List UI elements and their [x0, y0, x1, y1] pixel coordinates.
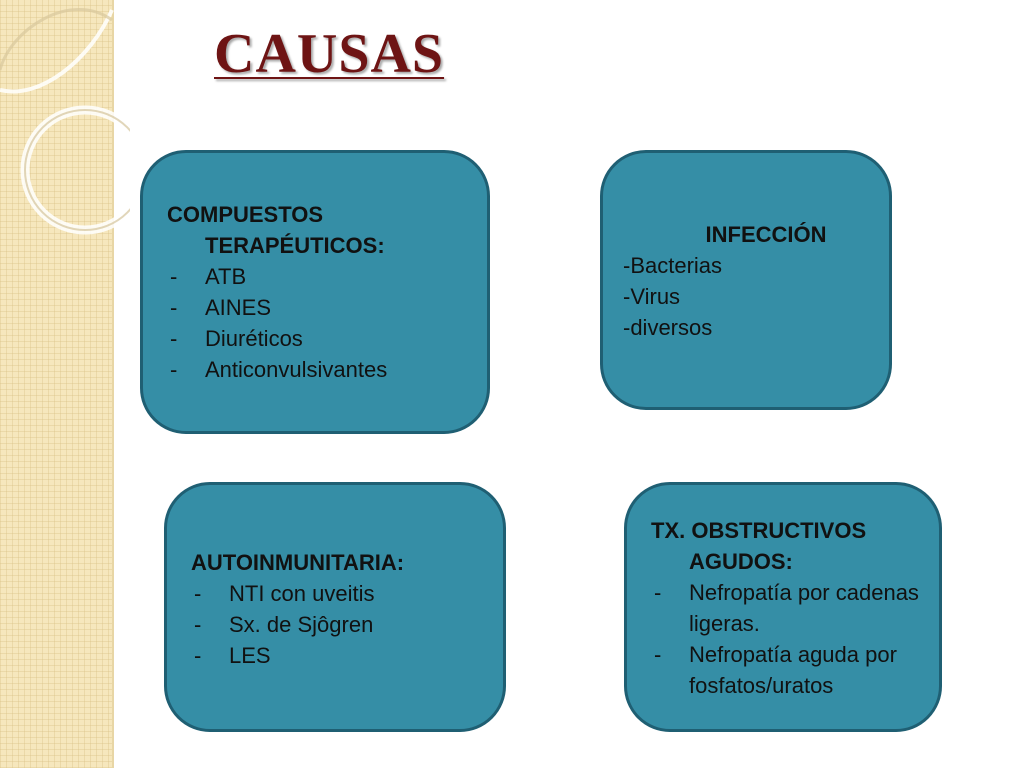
- list-item: - NTI con uveitis: [191, 578, 493, 609]
- box-heading: INFECCIÓN: [705, 222, 827, 247]
- list-item: - Diuréticos: [167, 323, 477, 354]
- list-item: - AINES: [167, 292, 477, 323]
- box-heading: TX. OBSTRUCTIVOS: [651, 518, 867, 543]
- list-item: - ATB: [167, 261, 477, 292]
- box-autoinmunitaria: [164, 482, 506, 732]
- box-heading-continuation: TERAPÉUTICOS:: [205, 233, 385, 258]
- box-heading: AUTOINMUNITARIA:: [191, 550, 405, 575]
- list-item: - Nefropatía aguda por fosfatos/uratos: [651, 639, 929, 701]
- box-heading: COMPUESTOS: [167, 202, 324, 227]
- cause-list: [651, 577, 929, 701]
- decorative-swirl-graphic: [0, 0, 130, 260]
- box-compuestos-terapeuticos: [140, 150, 490, 434]
- list-item: - Anticonvulsivantes: [167, 354, 477, 385]
- list-item: - Nefropatía por cadenas ligeras.: [651, 577, 929, 639]
- list-item: - LES: [191, 640, 493, 671]
- box-infeccion: [600, 150, 892, 410]
- list-item: -Bacterias: [623, 253, 723, 278]
- list-item: -diversos: [623, 315, 713, 340]
- slide-title: CAUSAS: [214, 23, 445, 85]
- list-item: -Virus: [623, 284, 681, 309]
- box-heading-continuation: AGUDOS:: [689, 549, 793, 574]
- cause-list: [191, 578, 493, 671]
- cause-list: [167, 261, 477, 385]
- box-obstructivos-agudos: [624, 482, 942, 732]
- list-item: - Sx. de Sjôgren: [191, 609, 493, 640]
